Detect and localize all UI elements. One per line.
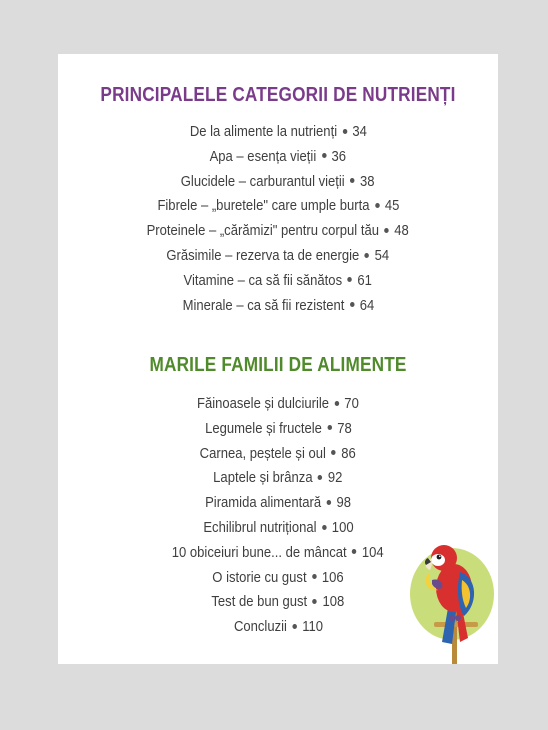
toc-entry-label: Legumele și fructele bbox=[204, 420, 322, 437]
toc-entry bbox=[58, 392, 498, 417]
toc-list-nutrients bbox=[58, 120, 498, 318]
toc-entry-label: Laptele și brânza bbox=[213, 470, 313, 487]
bullet-dot-icon bbox=[318, 475, 323, 480]
toc-entry-label: Concluzii bbox=[233, 619, 287, 636]
bullet-dot-icon bbox=[342, 129, 347, 134]
toc-entry-label: Test de bun gust bbox=[211, 594, 308, 611]
toc-entry bbox=[58, 269, 498, 294]
toc-entry-label: O istorie cu gust bbox=[212, 569, 307, 586]
bullet-dot-icon bbox=[327, 500, 332, 505]
toc-entry-page: 100 bbox=[331, 519, 354, 536]
toc-entry-label: De la alimente la nutrienți bbox=[189, 124, 337, 140]
toc-entry-label: Echilibrul nutrițional bbox=[202, 519, 317, 536]
toc-entry-label: Grăsimile – rezerva ta de energie bbox=[166, 247, 360, 264]
toc-entry bbox=[58, 145, 498, 170]
bullet-dot-icon bbox=[332, 450, 337, 455]
toc-entry-page: 86 bbox=[341, 445, 357, 462]
toc-entry-page: 36 bbox=[331, 148, 347, 165]
toc-entry-page: 98 bbox=[336, 495, 351, 512]
toc-entry-page: 38 bbox=[360, 173, 375, 190]
toc-entry bbox=[58, 219, 498, 244]
bullet-dot-icon bbox=[321, 525, 326, 530]
toc-entry bbox=[58, 442, 498, 467]
toc-entry-label: Apa – esența vieții bbox=[209, 148, 317, 165]
toc-entry-page: 70 bbox=[344, 396, 359, 412]
book-page bbox=[58, 54, 498, 664]
toc-entry bbox=[58, 244, 498, 269]
toc-entry-page: 54 bbox=[374, 247, 390, 264]
parrot-illustration bbox=[398, 538, 498, 664]
toc-entry-page: 48 bbox=[394, 223, 410, 240]
bullet-dot-icon bbox=[312, 574, 317, 579]
toc-entry-label: Piramida alimentară bbox=[205, 495, 322, 512]
bullet-dot-icon bbox=[365, 253, 370, 258]
bullet-dot-icon bbox=[385, 228, 390, 233]
toc-entry-label: Glucidele – carburantul vieții bbox=[181, 173, 346, 190]
bullet-dot-icon bbox=[352, 549, 357, 554]
toc-entry-page: 106 bbox=[321, 569, 344, 586]
bullet-dot-icon bbox=[334, 401, 339, 406]
bullet-dot-icon bbox=[349, 302, 354, 307]
toc-entry bbox=[58, 417, 498, 442]
toc-entry-page: 104 bbox=[362, 544, 384, 561]
toc-entry-label: Proteinele – „cărămizi" pentru corpul tău bbox=[146, 223, 380, 240]
bullet-dot-icon bbox=[313, 599, 318, 604]
toc-entry-label: 10 obiceiuri bune... de mâncat bbox=[172, 544, 347, 561]
toc-entry-label: Făinoasele și dulciurile bbox=[197, 396, 330, 412]
toc-entry-page: 61 bbox=[357, 272, 373, 289]
bullet-dot-icon bbox=[348, 277, 353, 282]
section-title-food-families: MARILE FAMILII DE ALIMENTE bbox=[149, 354, 407, 376]
toc-entry-label: Carnea, peștele și oul bbox=[199, 445, 327, 462]
bullet-dot-icon bbox=[350, 178, 355, 183]
bullet-dot-icon bbox=[292, 624, 297, 629]
toc-entry bbox=[58, 120, 498, 145]
toc-entry-page: 45 bbox=[384, 198, 399, 215]
toc-entry bbox=[58, 491, 498, 516]
bullet-dot-icon bbox=[322, 153, 327, 158]
toc-entry-page: 64 bbox=[359, 297, 374, 314]
toc-entry-page: 110 bbox=[301, 619, 323, 636]
toc-entry bbox=[58, 294, 498, 319]
section-title-nutrients: PRINCIPALELE CATEGORII DE NUTRIENȚI bbox=[100, 84, 456, 106]
toc-entry-page: 78 bbox=[336, 420, 352, 437]
toc-entry-label: Fibrele – „buretele" care umple burta bbox=[157, 198, 370, 215]
toc-entry bbox=[58, 466, 498, 491]
toc-entry bbox=[58, 194, 498, 219]
bullet-dot-icon bbox=[327, 425, 332, 430]
toc-entry-page: 92 bbox=[328, 470, 343, 487]
toc-entry-page: 34 bbox=[352, 124, 367, 140]
toc-entry-label: Vitamine – ca să fii sănătos bbox=[183, 272, 343, 289]
toc-entry-page: 108 bbox=[322, 594, 345, 611]
toc-entry-label: Minerale – ca să fii rezistent bbox=[182, 297, 344, 314]
toc-entry bbox=[58, 170, 498, 195]
bullet-dot-icon bbox=[375, 203, 380, 208]
